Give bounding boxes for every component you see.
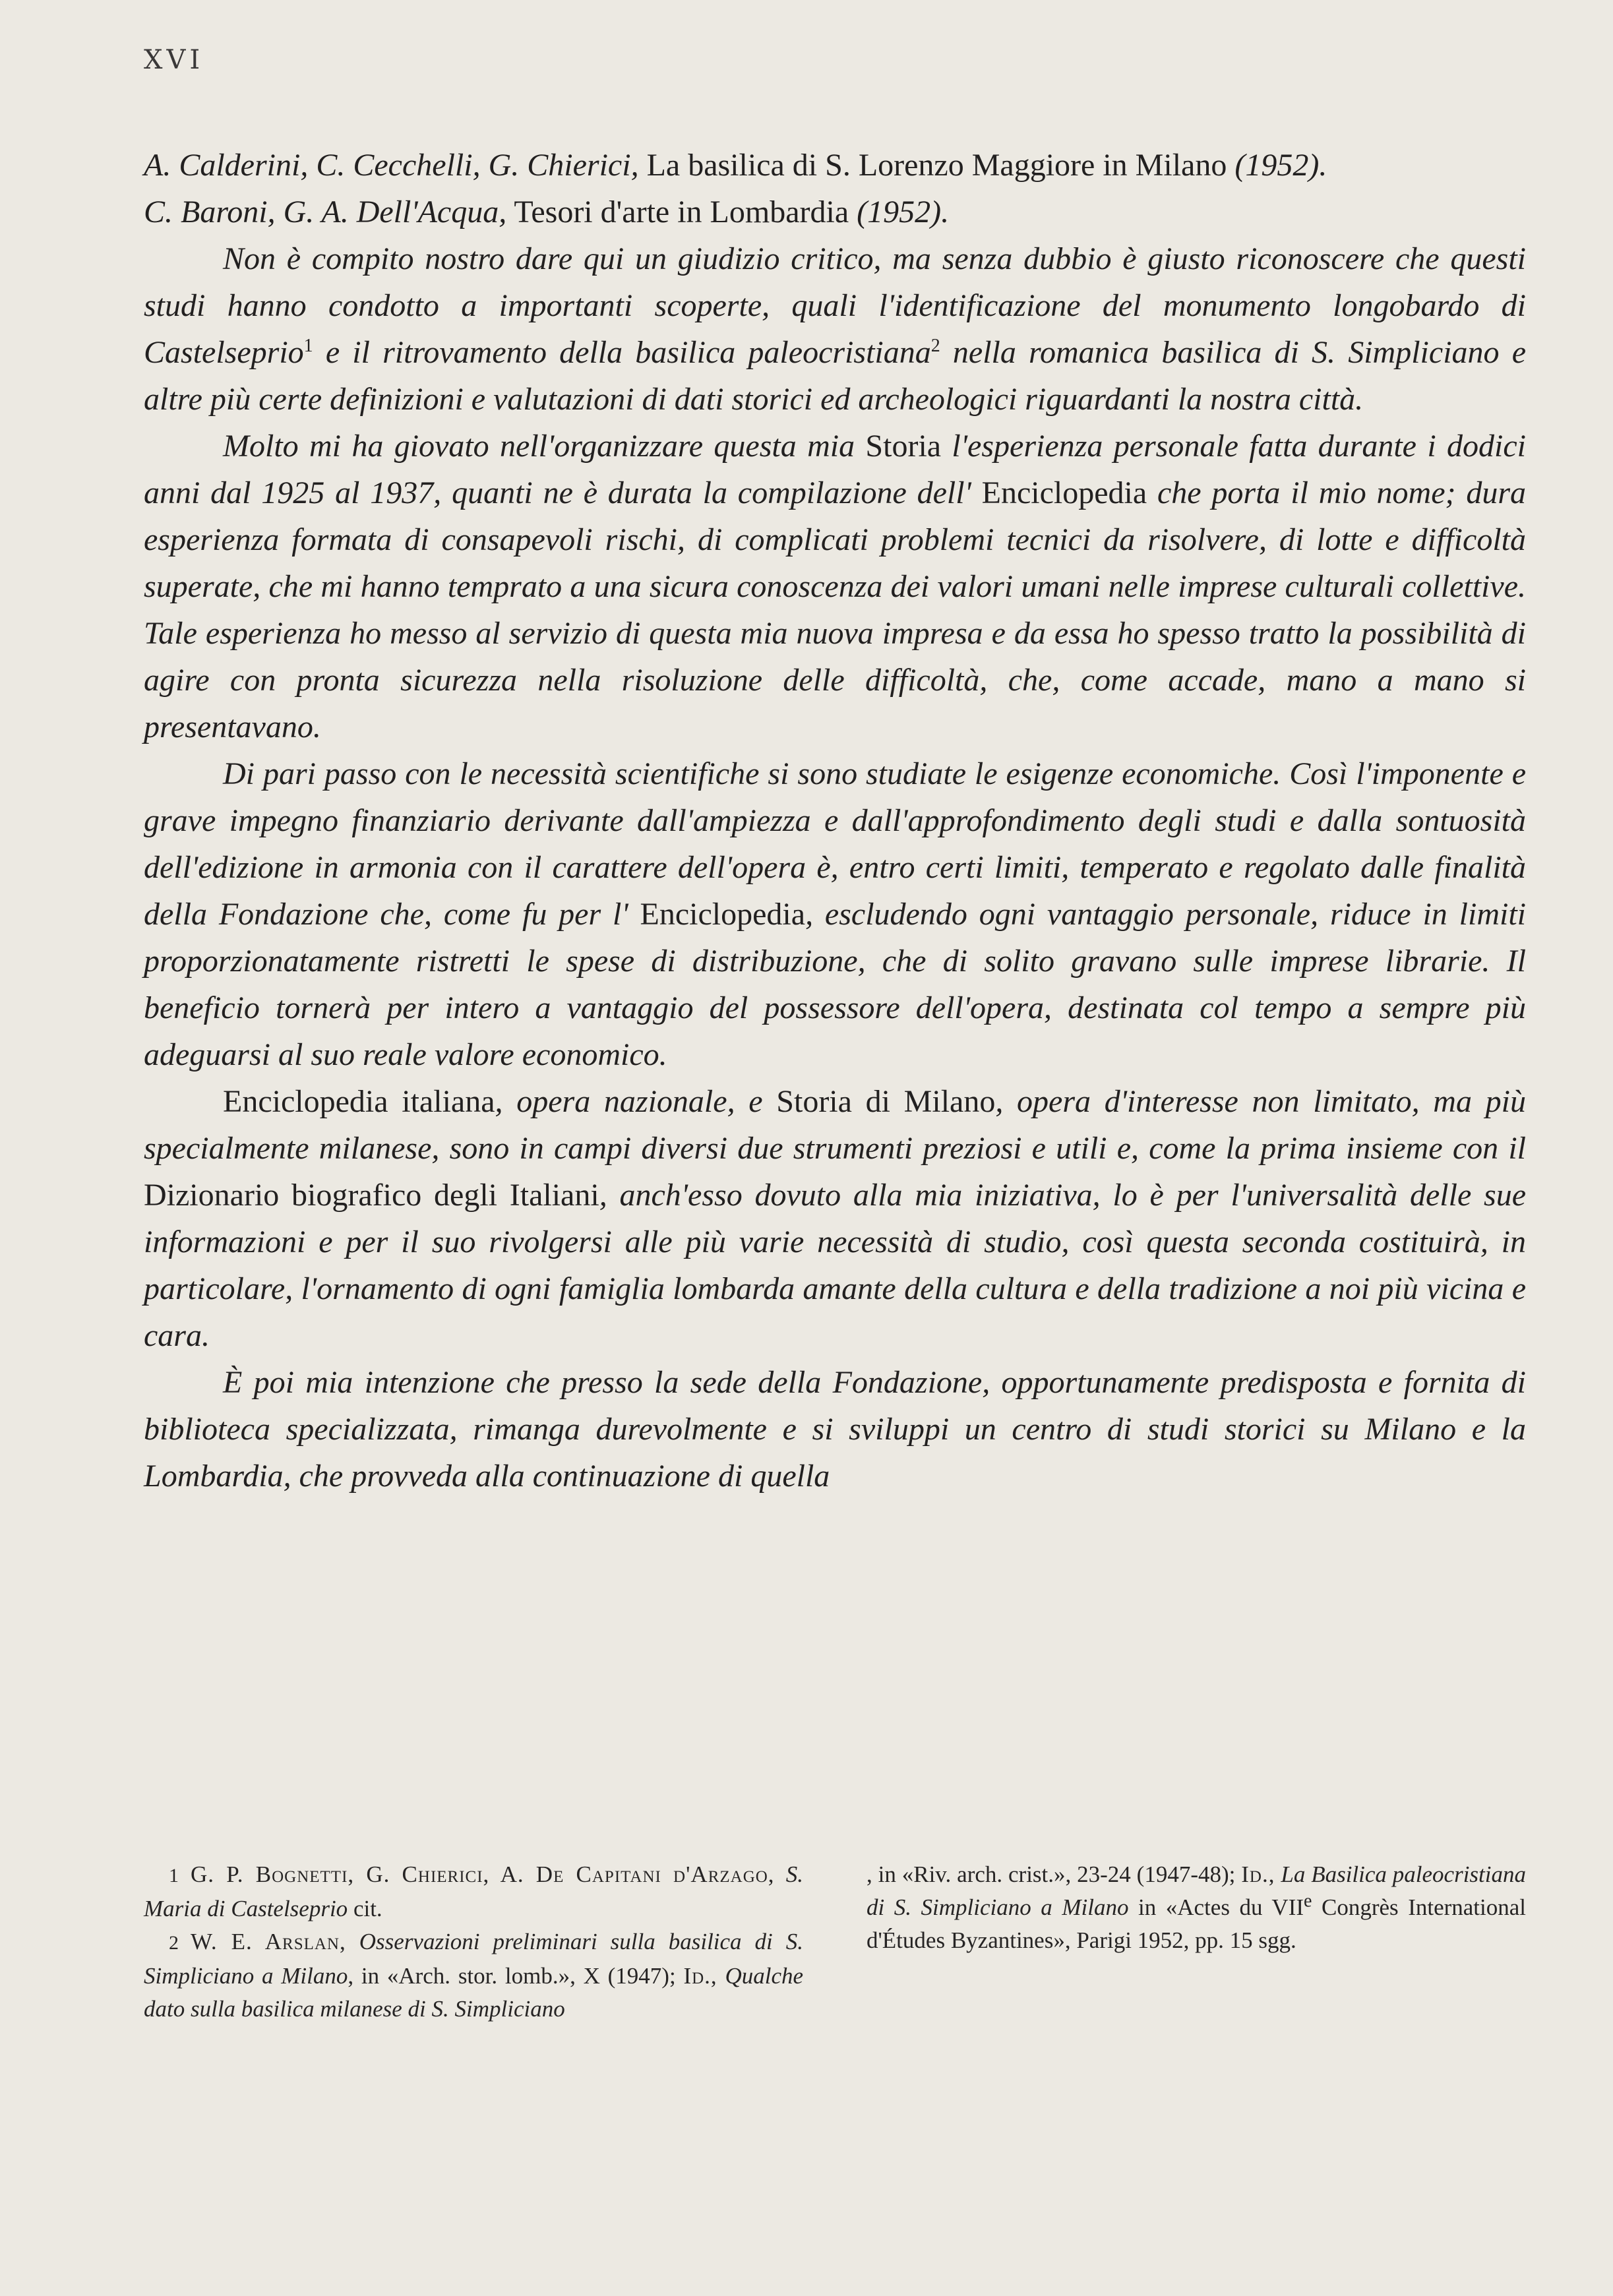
text-run: cit. [348, 1896, 382, 1921]
work-title: Enciclopedia italiana [223, 1084, 495, 1119]
work-title: Storia [865, 429, 942, 464]
page-number: XVI [144, 45, 204, 75]
footnote-ref[interactable]: 2 [930, 336, 940, 356]
ref-title: La basilica di S. Lorenzo Maggiore in Milano [646, 148, 1227, 183]
text-run: e il ritrovamento della basilica paleocristiana [313, 335, 931, 370]
footnote-2 [144, 1925, 803, 2026]
text-run: in «Actes du VII [1128, 1894, 1304, 1920]
text-run: È poi mia intenzione che presso la sede della Fondazione, opportunamente predisposta e fornita di biblioteca specializzata, rimanga durevolmente e si sviluppi un centro di studi storici su Milano e la Lombardia, che provveda alla continuazione di quella [144, 1365, 1526, 1494]
text-run: Id., [683, 1963, 717, 1989]
paragraph-2 [144, 423, 1526, 750]
reference-entry [144, 189, 1526, 235]
main-text [144, 142, 1526, 1499]
text-run: , in «Riv. arch. crist.», 23-24 (1947-48); [867, 1861, 1242, 1887]
text-run: Congrès International d'Études Byzantines», Parigi 1952, pp. 15 sgg. [867, 1894, 1527, 1953]
work-title: Enciclopedia [640, 897, 806, 932]
footnotes [144, 1858, 1526, 2026]
text-run: , opera d'interesse non limitato, ma più specialmente milanese, sono in campi diversi due strumenti preziosi e utili e, come la prima insieme con il [144, 1084, 1526, 1166]
reference-entry [144, 142, 1526, 189]
work-title: Enciclopedia [981, 475, 1147, 510]
footnote-title: S. Maria di Castelseprio [144, 1861, 804, 1921]
text-run: e [1304, 1890, 1312, 1912]
work-title: Dizionario biografico degli Italiani [144, 1178, 599, 1213]
paragraph-1 [144, 235, 1526, 423]
footnote-title: La Basilica paleocristiana di S. Simpliciano a Milano [867, 1861, 1526, 1920]
footnote-number: 2 [169, 1932, 179, 1954]
footnote-2-continued [867, 1858, 1526, 1957]
paragraph-3 [144, 750, 1526, 1078]
text-run: che porta il mio nome; dura esperienza formata di consapevoli rischi, di complicati problemi tecnici da risolvere, di lotte e difficoltà superate, che mi hanno temprato a una sicura conoscenza dei valori umani nelle imprese culturali collettive. Tale esperienza ho messo al servizio di questa mia nuova impresa e da essa ho spesso tratto la possibilità di agire con pronta sicurezza nella risoluzione delle difficoltà, che, come accade, mano a mano si presentavano. [144, 475, 1526, 744]
footnote-authors: W. E. Arslan, [191, 1929, 346, 1954]
footnote-ref[interactable]: 1 [303, 336, 313, 356]
text-run: Molto mi ha giovato nell'organizzare questa mia [223, 429, 866, 464]
work-title: Storia di Milano [776, 1084, 996, 1119]
ref-year: (1952). [857, 195, 950, 229]
text-run: , escludendo ogni vantaggio personale, riduce in limiti proporzionatamente ristretti le spese di distribuzione, che di solito gravano sulle imprese librarie. Il beneficio tornerà per intero a vantaggio del possessore dell'opera, destinata col tempo a sempre più adeguarsi al suo reale valore economico. [144, 897, 1526, 1072]
text-run: Non è compito nostro dare qui un giudizio critico, ma senza dubbio è giusto riconoscere che questi studi hanno condotto a importanti scoperte, quali l'identificazione del monumento longobardo di Castelseprio [144, 241, 1526, 370]
footnote-1 [144, 1858, 803, 1925]
paragraph-4 [144, 1078, 1526, 1359]
text-run: , anch'esso dovuto alla mia iniziativa, lo è per l'universalità delle sue informazioni e per il suo rivolgersi alle più varie necessità di studio, così questa seconda costituirà, in particolare, l'ornamento di ogni famiglia lombarda amante della cultura e della tradizione a noi più vicina e cara. [144, 1178, 1527, 1353]
text-run: Id., [1241, 1861, 1275, 1887]
text-run: , in «Arch. stor. lomb.», X (1947); [348, 1963, 684, 1989]
text-run: l'esperienza personale fatta durante i dodici anni dal 1925 al 1937, quanti ne è durata la compilazione dell' [144, 429, 1526, 510]
ref-title: Tesori d'arte in Lombardia [514, 195, 849, 229]
footnote-title: Osservazioni preliminari sulla basilica di S. Simpliciano a Milano [144, 1929, 804, 1989]
ref-authors: A. Calderini, C. Cecchelli, G. Chierici, [144, 148, 639, 183]
footnote-column-right [867, 1858, 1526, 2026]
footnote-title: Qualche dato sulla basilica milanese di S. Simpliciano [144, 1963, 804, 2022]
ref-authors: C. Baroni, G. A. Dell'Acqua, [144, 195, 507, 229]
footnote-number: 1 [169, 1865, 179, 1887]
paragraph-5 [144, 1359, 1526, 1499]
footnote-column-left [144, 1858, 803, 2026]
footnote-authors: G. P. Bognetti, G. Chierici, A. De Capitani d'Arzago, [191, 1861, 775, 1887]
text-run: Di pari passo con le necessità scientifiche si sono studiate le esigenze economiche. Così l'imponente e grave impegno finanziario derivante dall'ampiezza e dall'approfondimento degli studi e dalla sontuosità dell'edizione in armonia con il carattere dell'opera è, entro certi limiti, temperato e regolato dalle finalità della Fondazione che, come fu per l' [144, 756, 1526, 932]
ref-year: (1952). [1234, 148, 1327, 183]
text-run: nella romanica basilica di S. Simpliciano e altre più certe definizioni e valutazioni di dati storici ed archeologici riguardanti la nostra città. [144, 335, 1526, 417]
text-run: , opera nazionale, e [495, 1084, 777, 1119]
